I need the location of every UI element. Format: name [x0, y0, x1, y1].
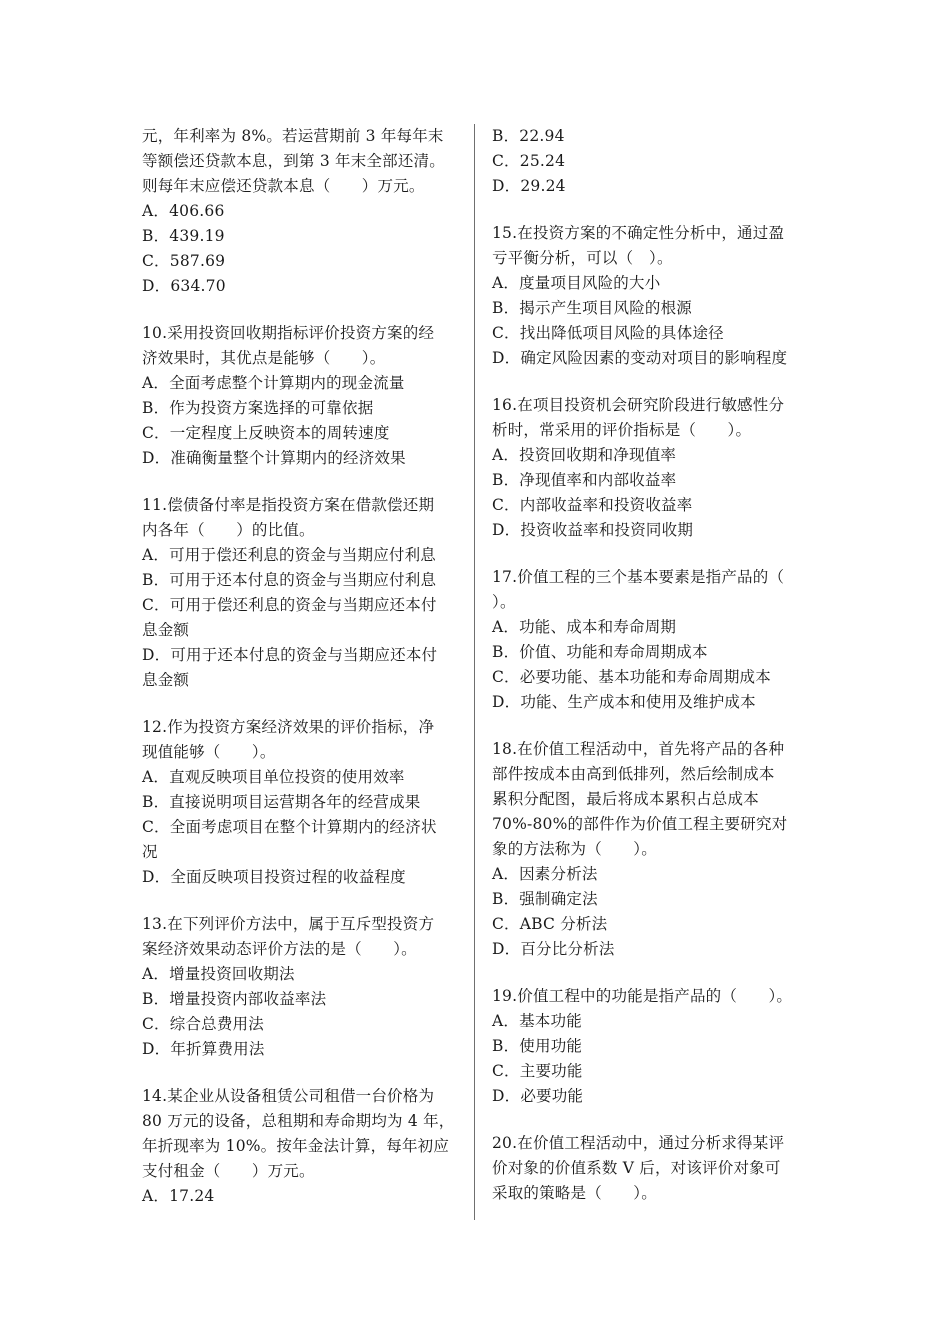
question-stem-line: 80 万元的设备，总租期和寿命期均为 4 年， [142, 1112, 455, 1130]
question-stem-line: 19.价值工程中的功能是指产品的（ ）。 [492, 987, 793, 1005]
question-stem-line: 等额偿还贷款本息，到第 3 年末全部还清。 [142, 152, 445, 170]
answer-option: B．可用于还本付息的资金与当期应付利息 [142, 571, 437, 589]
answer-option: A．可用于偿还利息的资金与当期应付利息 [142, 546, 436, 564]
answer-option: C．综合总费用法 [142, 1015, 264, 1033]
question-stem-line: 现值能够（ ）。 [142, 743, 276, 761]
answer-option: C．必要功能、基本功能和寿命周期成本 [492, 668, 771, 686]
question-block [492, 565, 810, 715]
question-stem-line: 12.作为投资方案经济效果的评价指标，净 [142, 718, 435, 736]
answer-option: D．全面反映项目投资过程的收益程度 [142, 868, 406, 886]
answer-option: B．439.19 [142, 227, 225, 245]
answer-option: A．因素分析法 [492, 865, 598, 883]
answer-option: D．功能、生产成本和使用及维护成本 [492, 693, 756, 711]
answer-option: C．ABC 分析法 [492, 915, 608, 933]
question-stem-line: 象的方法称为（ ）。 [492, 840, 657, 858]
question-stem-line: 13.在下列评价方法中，属于互斥型投资方 [142, 915, 435, 933]
question-stem-line: 内各年（ ）的比值。 [142, 521, 315, 539]
answer-option: B．增量投资内部收益率法 [142, 990, 327, 1008]
question-block [492, 221, 810, 371]
question-stem-line: 采取的策略是（ ）。 [492, 1184, 657, 1202]
answer-option: 息金额 [142, 671, 190, 689]
answer-option: 况 [142, 843, 158, 861]
question-stem-line: 亏平衡分析，可以（ ）。 [492, 249, 673, 267]
answer-option: D．百分比分析法 [492, 940, 615, 958]
question-block [492, 393, 810, 543]
question-stem-line: 15.在投资方案的不确定性分析中，通过盈 [492, 224, 785, 242]
question-stem-line: 部件按成本由高到低排列，然后绘制成本 [492, 765, 775, 783]
question-stem-line: 10.采用投资回收期指标评价投资方案的经 [142, 324, 435, 342]
answer-option: A．全面考虑整个计算期内的现金流量 [142, 374, 405, 392]
answer-option: D．29.24 [492, 177, 566, 195]
answer-option: A．度量项目风险的大小 [492, 274, 661, 292]
question-block [492, 737, 810, 962]
question-stem-line: 11.偿债备付率是指投资方案在借款偿还期 [142, 496, 435, 514]
question-stem-line: 价对象的价值系数 V 后，对该评价对象可 [492, 1159, 781, 1177]
question-stem-line: 70%-80%的部件作为价值工程主要研究对 [492, 815, 788, 833]
answer-option: C．一定程度上反映资本的周转速度 [142, 424, 390, 442]
question-stem-line: 累积分配图，最后将成本累积占总成本 [492, 790, 759, 808]
answer-option: A．基本功能 [492, 1012, 582, 1030]
answer-option: A．投资回收期和净现值率 [492, 446, 677, 464]
answer-option: B．净现值率和内部收益率 [492, 471, 677, 489]
question-stem-line: 年折现率为 10%。按年金法计算，每年初应 [142, 1137, 450, 1155]
answer-option: A．功能、成本和寿命周期 [492, 618, 677, 636]
answer-option: D．634.70 [142, 277, 226, 295]
question-block [142, 715, 460, 890]
question-stem-line: 16.在项目投资机会研究阶段进行敏感性分 [492, 396, 785, 414]
answer-option: C．全面考虑项目在整个计算期内的经济状 [142, 818, 437, 836]
question-stem-line: 18.在价值工程活动中，首先将产品的各种 [492, 740, 785, 758]
question-stem-line: 济效果时，其优点是能够（ ）。 [142, 349, 386, 367]
answer-option: B．直接说明项目运营期各年的经营成果 [142, 793, 421, 811]
continued-question [142, 124, 460, 299]
answer-option: A．17.24 [142, 1187, 215, 1205]
answer-option: A．直观反映项目单位投资的使用效率 [142, 768, 405, 786]
answer-option: D．年折算费用法 [142, 1040, 265, 1058]
question-stem-line: 17.价值工程的三个基本要素是指产品的（ [492, 568, 785, 586]
question-block [142, 321, 460, 471]
question-stem-line: 20.在价值工程活动中，通过分析求得某评 [492, 1134, 785, 1152]
right-column [492, 124, 810, 1228]
question-block [142, 912, 460, 1062]
answer-option: A．增量投资回收期法 [142, 965, 295, 983]
answer-option: C．587.69 [142, 252, 226, 270]
question-stem-line: ）。 [492, 593, 516, 611]
answer-option: C．25.24 [492, 152, 566, 170]
answer-option: D．必要功能 [492, 1087, 584, 1105]
answer-option: 息金额 [142, 621, 190, 639]
question-stem-line: 支付租金（ ）万元。 [142, 1162, 315, 1180]
answer-option: B．揭示产生项目风险的根源 [492, 299, 692, 317]
answer-option: C．主要功能 [492, 1062, 583, 1080]
question-stem-line: 元，年利率为 8%。若运营期前 3 年每年末 [142, 127, 444, 145]
answer-option: B．价值、功能和寿命周期成本 [492, 643, 708, 661]
answer-option: C．找出降低项目风险的具体途径 [492, 324, 724, 342]
answer-option: D．可用于还本付息的资金与当期应还本付 [142, 646, 438, 664]
answer-option: B．22.94 [492, 127, 565, 145]
question-block [492, 984, 810, 1109]
answer-option: C．可用于偿还利息的资金与当期应还本付 [142, 596, 437, 614]
question-block [142, 493, 460, 693]
question-block [142, 1084, 460, 1209]
question-stem-line: 案经济效果动态评价方法的是（ ）。 [142, 940, 417, 958]
question-stem-line: 析时，常采用的评价指标是（ ）。 [492, 421, 752, 439]
answer-option: C．内部收益率和投资收益率 [492, 496, 693, 514]
answer-option: B．作为投资方案选择的可靠依据 [142, 399, 374, 417]
left-column [142, 124, 460, 1231]
question-stem-line: 则每年末应偿还贷款本息（ ）万元。 [142, 177, 425, 195]
answer-option: D．投资收益率和投资同收期 [492, 521, 694, 539]
answer-option: D．准确衡量整个计算期内的经济效果 [142, 449, 406, 467]
question-block [492, 1131, 810, 1206]
answer-option: A．406.66 [142, 202, 225, 220]
question-stem-line: 14.某企业从设备租赁公司租借一台价格为 [142, 1087, 435, 1105]
column-divider [474, 124, 475, 1220]
answer-option: B．使用功能 [492, 1037, 583, 1055]
answer-option: D．确定风险因素的变动对项目的影响程度 [492, 349, 788, 367]
answer-option: B．强制确定法 [492, 890, 598, 908]
continued-question [492, 124, 810, 199]
